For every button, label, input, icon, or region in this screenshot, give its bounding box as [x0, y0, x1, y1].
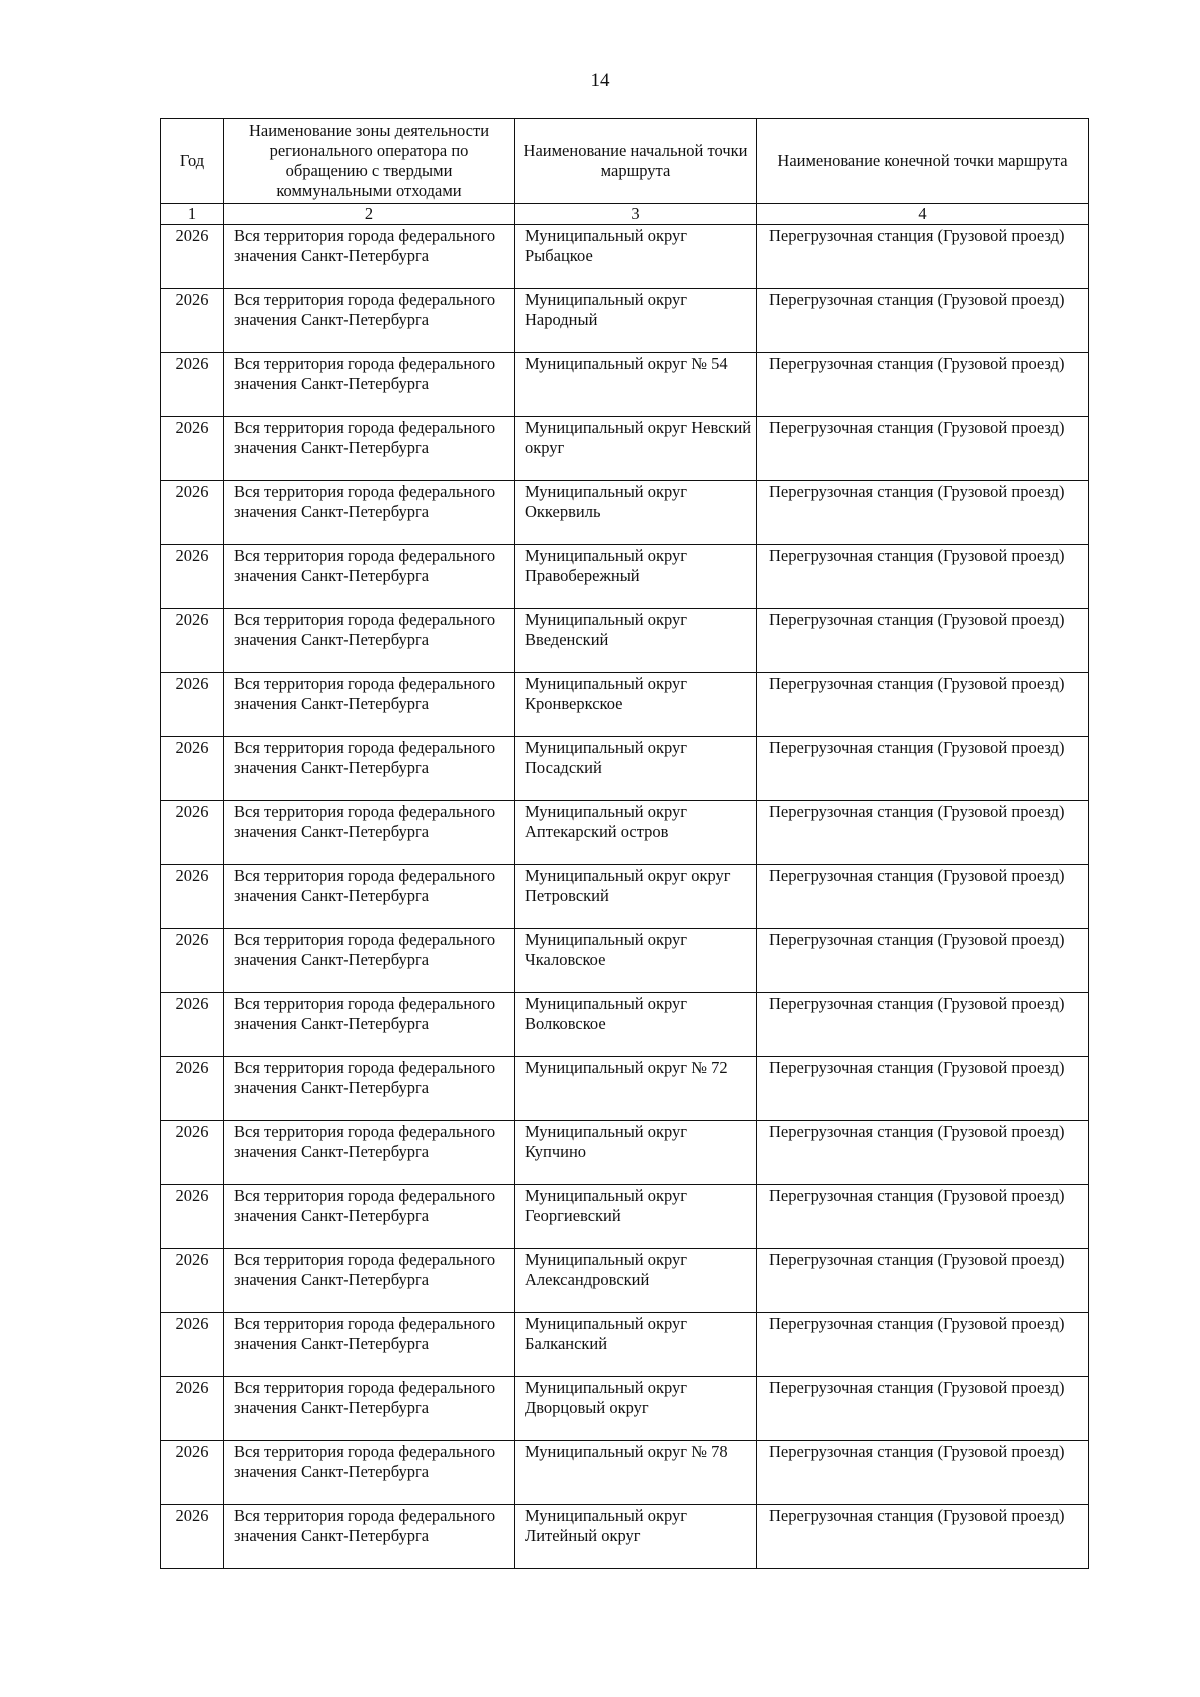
- cell-start-point: Муниципальный округ Георгиевский: [515, 1185, 757, 1249]
- cell-year: 2026: [161, 673, 224, 737]
- cell-year: 2026: [161, 1505, 224, 1569]
- cell-end-point: Перегрузочная станция (Грузовой проезд): [757, 929, 1089, 993]
- cell-zone: Вся территория города федерального значения Санкт-Петербурга: [224, 673, 515, 737]
- cell-zone: Вся территория города федерального значения Санкт-Петербурга: [224, 1057, 515, 1121]
- table-row: [161, 545, 1089, 609]
- column-number: 1: [161, 204, 224, 225]
- cell-zone: Вся территория города федерального значения Санкт-Петербурга: [224, 417, 515, 481]
- cell-start-point: Муниципальный округ Оккервиль: [515, 481, 757, 545]
- header-row: [161, 119, 1089, 204]
- cell-year: 2026: [161, 545, 224, 609]
- header-zone: Наименование зоны деятельности регионального оператора по обращению с твердыми коммунальными отходами: [224, 119, 515, 204]
- table-row: [161, 801, 1089, 865]
- cell-start-point: Муниципальный округ Правобережный: [515, 545, 757, 609]
- table-body: [161, 225, 1089, 1569]
- cell-end-point: Перегрузочная станция (Грузовой проезд): [757, 737, 1089, 801]
- cell-year: 2026: [161, 993, 224, 1057]
- cell-year: 2026: [161, 609, 224, 673]
- cell-zone: Вся территория города федерального значения Санкт-Петербурга: [224, 993, 515, 1057]
- cell-start-point: Муниципальный округ Литейный округ: [515, 1505, 757, 1569]
- cell-year: 2026: [161, 481, 224, 545]
- cell-start-point: Муниципальный округ Александровский: [515, 1249, 757, 1313]
- cell-end-point: Перегрузочная станция (Грузовой проезд): [757, 1185, 1089, 1249]
- column-number-row: [161, 204, 1089, 225]
- cell-zone: Вся территория города федерального значения Санкт-Петербурга: [224, 289, 515, 353]
- cell-end-point: Перегрузочная станция (Грузовой проезд): [757, 1057, 1089, 1121]
- cell-end-point: Перегрузочная станция (Грузовой проезд): [757, 1121, 1089, 1185]
- column-number: 2: [224, 204, 515, 225]
- page-number: 14: [590, 70, 610, 91]
- cell-start-point: Муниципальный округ Народный: [515, 289, 757, 353]
- cell-end-point: Перегрузочная станция (Грузовой проезд): [757, 353, 1089, 417]
- cell-year: 2026: [161, 929, 224, 993]
- routes-table: [160, 118, 1089, 1569]
- cell-end-point: Перегрузочная станция (Грузовой проезд): [757, 1505, 1089, 1569]
- cell-year: 2026: [161, 289, 224, 353]
- cell-start-point: Муниципальный округ Балканский: [515, 1313, 757, 1377]
- cell-year: 2026: [161, 225, 224, 289]
- table-row: [161, 1377, 1089, 1441]
- table-row: [161, 353, 1089, 417]
- cell-zone: Вся территория города федерального значения Санкт-Петербурга: [224, 801, 515, 865]
- cell-year: 2026: [161, 737, 224, 801]
- cell-start-point: Муниципальный округ Рыбацкое: [515, 225, 757, 289]
- table-row: [161, 865, 1089, 929]
- cell-year: 2026: [161, 801, 224, 865]
- cell-zone: Вся территория города федерального значения Санкт-Петербурга: [224, 225, 515, 289]
- cell-year: 2026: [161, 417, 224, 481]
- cell-end-point: Перегрузочная станция (Грузовой проезд): [757, 801, 1089, 865]
- cell-end-point: Перегрузочная станция (Грузовой проезд): [757, 1441, 1089, 1505]
- cell-year: 2026: [161, 1441, 224, 1505]
- cell-start-point: Муниципальный округ Дворцовый округ: [515, 1377, 757, 1441]
- cell-start-point: Муниципальный округ № 78: [515, 1441, 757, 1505]
- table-row: [161, 225, 1089, 289]
- header-end-point: Наименование конечной точки маршрута: [757, 119, 1089, 204]
- table-row: [161, 737, 1089, 801]
- cell-zone: Вся территория города федерального значения Санкт-Петербурга: [224, 737, 515, 801]
- table-row: [161, 289, 1089, 353]
- cell-year: 2026: [161, 865, 224, 929]
- cell-end-point: Перегрузочная станция (Грузовой проезд): [757, 673, 1089, 737]
- table-row: [161, 609, 1089, 673]
- cell-start-point: Муниципальный округ Введенский: [515, 609, 757, 673]
- table-row: [161, 481, 1089, 545]
- column-number: 4: [757, 204, 1089, 225]
- table-row: [161, 993, 1089, 1057]
- cell-zone: Вся территория города федерального значения Санкт-Петербурга: [224, 1441, 515, 1505]
- cell-start-point: Муниципальный округ Купчино: [515, 1121, 757, 1185]
- cell-zone: Вся территория города федерального значения Санкт-Петербурга: [224, 353, 515, 417]
- cell-zone: Вся территория города федерального значения Санкт-Петербурга: [224, 545, 515, 609]
- table-row: [161, 417, 1089, 481]
- cell-zone: Вся территория города федерального значения Санкт-Петербурга: [224, 1313, 515, 1377]
- cell-year: 2026: [161, 1057, 224, 1121]
- cell-start-point: Муниципальный округ Невский округ: [515, 417, 757, 481]
- table-row: [161, 1313, 1089, 1377]
- cell-zone: Вся территория города федерального значения Санкт-Петербурга: [224, 865, 515, 929]
- cell-zone: Вся территория города федерального значения Санкт-Петербурга: [224, 1185, 515, 1249]
- column-number: 3: [515, 204, 757, 225]
- cell-year: 2026: [161, 1377, 224, 1441]
- table-row: [161, 1057, 1089, 1121]
- cell-year: 2026: [161, 1249, 224, 1313]
- table-row: [161, 1441, 1089, 1505]
- cell-start-point: Муниципальный округ № 72: [515, 1057, 757, 1121]
- cell-end-point: Перегрузочная станция (Грузовой проезд): [757, 289, 1089, 353]
- cell-start-point: Муниципальный округ Чкаловское: [515, 929, 757, 993]
- cell-year: 2026: [161, 1185, 224, 1249]
- cell-zone: Вся территория города федерального значения Санкт-Петербурга: [224, 1505, 515, 1569]
- cell-zone: Вся территория города федерального значения Санкт-Петербурга: [224, 929, 515, 993]
- cell-end-point: Перегрузочная станция (Грузовой проезд): [757, 481, 1089, 545]
- cell-zone: Вся территория города федерального значения Санкт-Петербурга: [224, 1377, 515, 1441]
- table-row: [161, 1249, 1089, 1313]
- cell-zone: Вся территория города федерального значения Санкт-Петербурга: [224, 1249, 515, 1313]
- cell-zone: Вся территория города федерального значения Санкт-Петербурга: [224, 1121, 515, 1185]
- header-start-point: Наименование начальной точки маршрута: [515, 119, 757, 204]
- cell-start-point: Муниципальный округ округ Петровский: [515, 865, 757, 929]
- cell-start-point: Муниципальный округ Кронверкское: [515, 673, 757, 737]
- header-year: Год: [161, 119, 224, 204]
- cell-end-point: Перегрузочная станция (Грузовой проезд): [757, 609, 1089, 673]
- cell-year: 2026: [161, 353, 224, 417]
- table-row: [161, 673, 1089, 737]
- cell-end-point: Перегрузочная станция (Грузовой проезд): [757, 417, 1089, 481]
- cell-end-point: Перегрузочная станция (Грузовой проезд): [757, 865, 1089, 929]
- cell-end-point: Перегрузочная станция (Грузовой проезд): [757, 1313, 1089, 1377]
- cell-end-point: Перегрузочная станция (Грузовой проезд): [757, 1377, 1089, 1441]
- cell-zone: Вся территория города федерального значения Санкт-Петербурга: [224, 609, 515, 673]
- cell-start-point: Муниципальный округ Посадский: [515, 737, 757, 801]
- cell-start-point: Муниципальный округ № 54: [515, 353, 757, 417]
- cell-year: 2026: [161, 1313, 224, 1377]
- cell-end-point: Перегрузочная станция (Грузовой проезд): [757, 545, 1089, 609]
- table-row: [161, 929, 1089, 993]
- cell-year: 2026: [161, 1121, 224, 1185]
- cell-zone: Вся территория города федерального значения Санкт-Петербурга: [224, 481, 515, 545]
- cell-end-point: Перегрузочная станция (Грузовой проезд): [757, 1249, 1089, 1313]
- cell-end-point: Перегрузочная станция (Грузовой проезд): [757, 993, 1089, 1057]
- table-row: [161, 1185, 1089, 1249]
- table-row: [161, 1505, 1089, 1569]
- cell-start-point: Муниципальный округ Аптекарский остров: [515, 801, 757, 865]
- cell-start-point: Муниципальный округ Волковское: [515, 993, 757, 1057]
- table-row: [161, 1121, 1089, 1185]
- table-header: [161, 119, 1089, 225]
- cell-end-point: Перегрузочная станция (Грузовой проезд): [757, 225, 1089, 289]
